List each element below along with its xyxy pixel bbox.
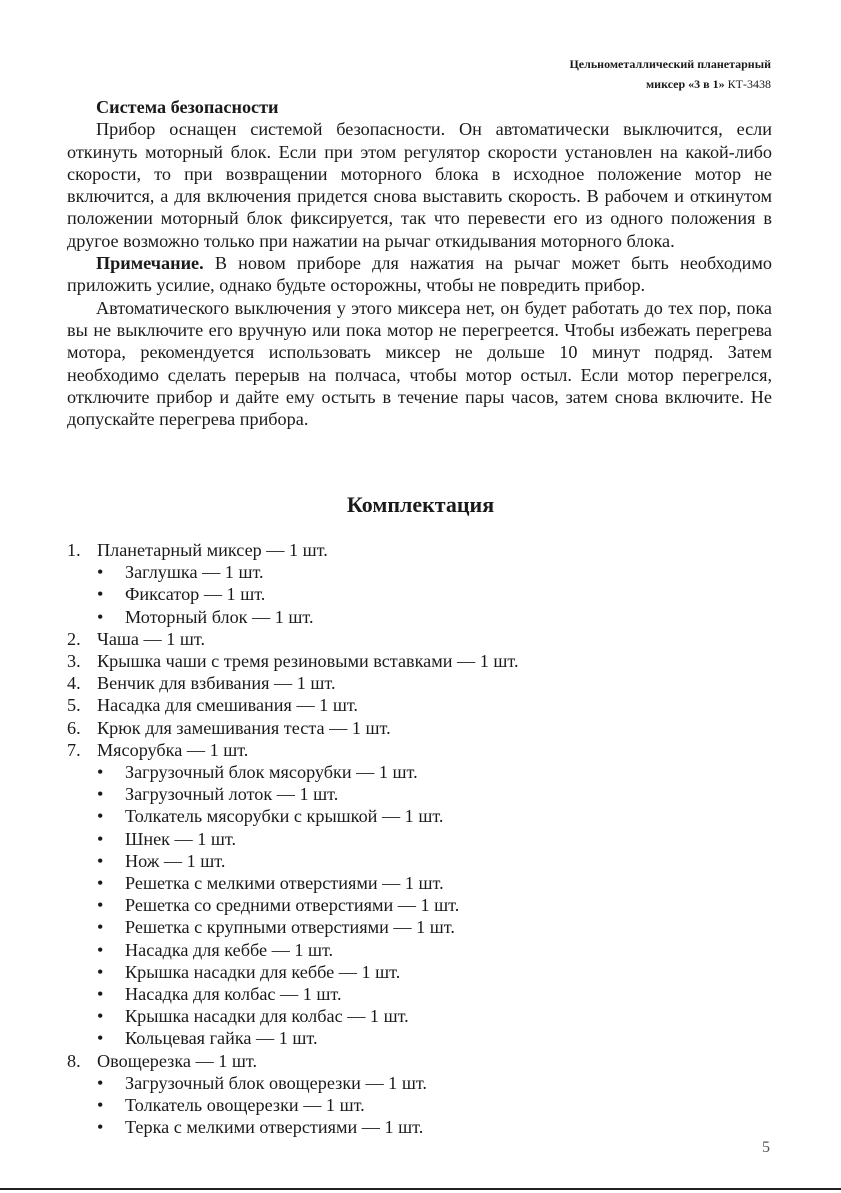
bullet-marker: • [97, 606, 104, 627]
kit-list-item [67, 561, 787, 583]
kit-list-item [67, 1094, 787, 1116]
safety-section [67, 96, 772, 430]
list-item-text: Мясорубка — 1 шт. [97, 739, 249, 760]
list-number: 1. [67, 540, 81, 560]
kit-list-item [67, 717, 787, 739]
kit-list-item [67, 761, 787, 783]
page-number: 5 [762, 1139, 770, 1156]
bullet-marker: • [97, 584, 104, 605]
list-number: 2. [67, 628, 81, 649]
bullet-marker: • [97, 917, 104, 938]
kit-title: Комплектация [346, 492, 495, 517]
safety-note [67, 252, 772, 297]
kit-list-item [67, 628, 787, 650]
note-label: Примечание. [96, 253, 204, 274]
safety-heading: Система безопасности [96, 97, 279, 117]
header-product-line2: миксер «3 в 1» [646, 77, 725, 91]
bullet-marker: • [97, 1028, 104, 1049]
bullet-marker: • [97, 1095, 104, 1116]
kit-list-item [67, 894, 787, 916]
list-item-text: Толкатель мясорубки с крышкой — 1 шт. [125, 806, 444, 827]
list-item-text: Фиксатор — 1 шт. [125, 584, 266, 605]
list-item-text: Насадка для колбас — 1 шт. [125, 984, 342, 1005]
list-item-text: Решетка со средними отверстиями — 1 шт. [125, 895, 460, 916]
kit-list-item [67, 1116, 787, 1138]
bullet-marker: • [97, 828, 104, 849]
list-item-text: Нож — 1 шт. [125, 850, 226, 871]
safety-paragraph-1: Прибор оснащен системой безопасности. Он автоматически выключится, если откинуть моторный блок. Если при этом регулятор скорости установлен на какой-либо скорости, то при возвращении моторного блока в исходное положение мотор не включится, а для включения придется снова выставить скорость. В рабочем и откинутом положении моторный блок фиксируется, так что перевести его из одного положения в другое возможно только при нажатии на рычаг откидывания моторного блока. [67, 119, 772, 251]
kit-list [67, 539, 787, 1138]
list-item-text: Планетарный миксер — 1 шт. [97, 540, 328, 560]
list-item-text: Крюк для замешивания теста — 1 шт. [97, 717, 391, 738]
kit-list-item [67, 939, 787, 961]
list-item-text: Овощерезка — 1 шт. [97, 1050, 258, 1071]
list-number: 4. [67, 673, 81, 694]
note-text: В новом приборе для нажатия на рычаг может быть необходимо приложить усилие, однако будьте осторожны, чтобы не повредить прибор. [67, 253, 772, 296]
list-number: 8. [67, 1050, 81, 1071]
bullet-marker: • [97, 806, 104, 827]
kit-list-item [67, 539, 787, 561]
list-number: 6. [67, 717, 81, 738]
kit-list-item [67, 694, 787, 716]
kit-list-item [67, 583, 787, 605]
list-item-text: Загрузочный блок овощерезки — 1 шт. [125, 1072, 427, 1093]
kit-list-item [67, 961, 787, 983]
list-item-text: Шнек — 1 шт. [125, 828, 237, 849]
kit-list-item [67, 805, 787, 827]
bullet-marker: • [97, 939, 104, 960]
kit-list-item [67, 739, 787, 761]
bullet-marker: • [97, 1072, 104, 1093]
list-item-text: Решетка с мелкими отверстиями — 1 шт. [125, 873, 444, 894]
list-item-text: Венчик для взбивания — 1 шт. [97, 673, 336, 694]
bullet-marker: • [97, 562, 104, 583]
list-item-text: Загрузочный лоток — 1 шт. [125, 784, 339, 805]
kit-list-item [67, 872, 787, 894]
kit-list-item [67, 650, 787, 672]
bullet-marker: • [97, 961, 104, 982]
kit-list-item [67, 1027, 787, 1049]
bullet-marker: • [97, 850, 104, 871]
bullet-marker: • [97, 984, 104, 1005]
kit-list-item [67, 850, 787, 872]
kit-list-item [67, 828, 787, 850]
header-model: КТ-3438 [724, 77, 771, 91]
bullet-marker: • [97, 784, 104, 805]
bullet-marker: • [97, 1117, 104, 1138]
list-item-text: Насадка для смешивания — 1 шт. [97, 695, 358, 716]
kit-list-item [67, 672, 787, 694]
list-item-text: Загрузочный блок мясорубки — 1 шт. [125, 762, 418, 783]
list-item-text: Решетка с крупными отверстиями — 1 шт. [125, 917, 455, 938]
list-item-text: Крышка насадки для колбас — 1 шт. [125, 1006, 409, 1027]
kit-list-item [67, 1050, 787, 1072]
bottom-rule [0, 1188, 841, 1190]
list-item-text: Моторный блок — 1 шт. [125, 606, 314, 627]
list-item-text: Крышка насадки для кеббе — 1 шт. [125, 961, 401, 982]
running-header [569, 54, 771, 94]
kit-list-item [67, 983, 787, 1005]
list-number: 5. [67, 695, 81, 716]
kit-list-item [67, 1072, 787, 1094]
bullet-marker: • [97, 1006, 104, 1027]
kit-list-item [67, 1005, 787, 1027]
list-item-text: Крышка чаши с тремя резиновыми вставками — 1 шт. [97, 651, 519, 672]
bullet-marker: • [97, 762, 104, 783]
safety-paragraph-3: Автоматического выключения у этого миксера нет, он будет работать до тех пор, пока вы не выключите его вручную или пока мотор не перегреется. Чтобы избежать перегрева мотора, рекомендуется использовать миксер не дольше 10 минут подряд. Затем необходимо сделать перерыв на полчаса, чтобы мотор остыл. Если мотор перегрелся, отключите прибор и дайте ему остыть в течение пары часов, затем снова включите. Не допускайте перегрева прибора. [67, 297, 772, 430]
kit-list-item [67, 783, 787, 805]
list-item-text: Кольцевая гайка — 1 шт. [125, 1028, 318, 1049]
header-product-line1: Цельнометаллический планетарный [569, 57, 771, 71]
list-item-text: Толкатель овощерезки — 1 шт. [125, 1095, 365, 1116]
list-item-text: Заглушка — 1 шт. [125, 562, 264, 583]
bullet-marker: • [97, 873, 104, 894]
kit-list-item [67, 916, 787, 938]
bullet-marker: • [97, 895, 104, 916]
list-item-text: Терка с мелкими отверстиями — 1 шт. [125, 1117, 424, 1138]
list-item-text: Насадка для кеббе — 1 шт. [125, 939, 334, 960]
list-number: 3. [67, 651, 81, 672]
kit-list-item [67, 606, 787, 628]
list-number: 7. [67, 739, 81, 760]
list-item-text: Чаша — 1 шт. [97, 628, 206, 649]
